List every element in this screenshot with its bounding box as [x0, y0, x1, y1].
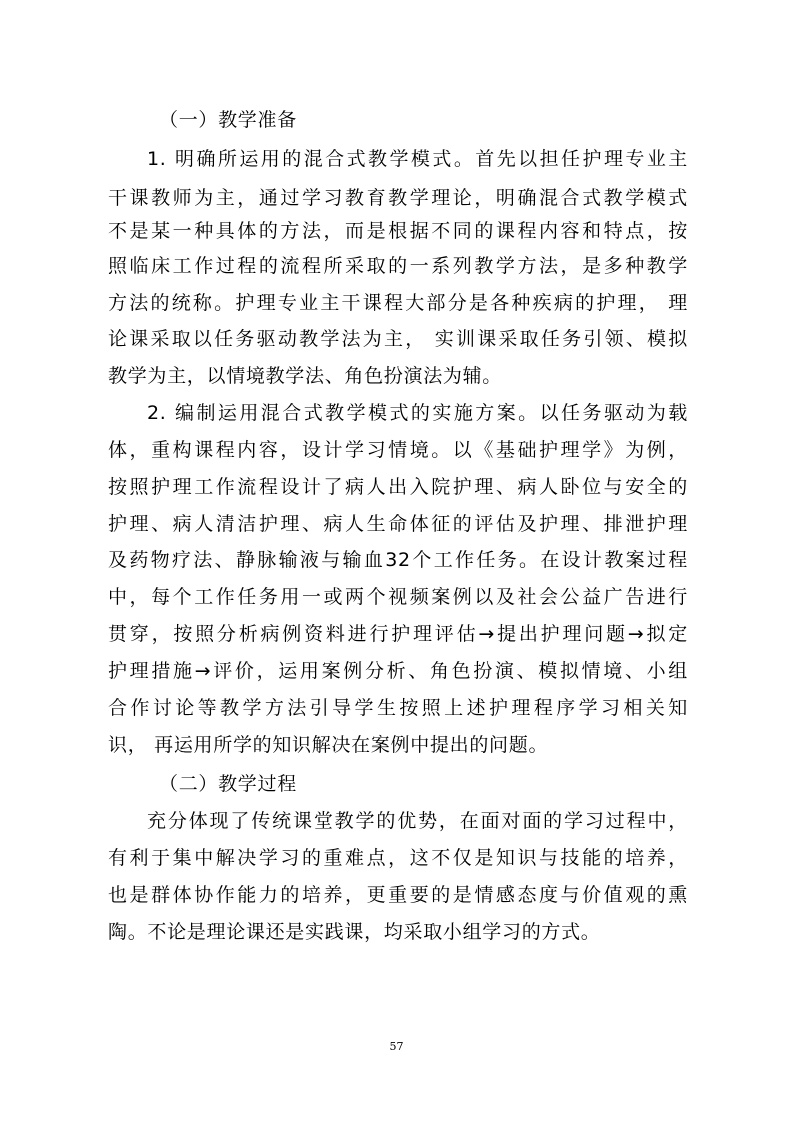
paragraph-line: 合作讨论等教学方法引导学生按照上述护理程序学习相关知 [108, 697, 688, 719]
paragraph-line: 2. 编制运用混合式教学模式的实施方案。以任务驱动为载 [147, 402, 688, 424]
paragraph-line: 教学为主，以情境教学法、角色扮演法为辅。 [108, 365, 503, 387]
paragraph-line: 体，重构课程内容，设计学习情境。以《基础护理学》为例， [108, 439, 688, 461]
paragraph-line: 论课采取以任务驱动教学法为主， 实训课采取任务引领、模拟 [108, 328, 688, 350]
paragraph-line: 贯穿，按照分析病例资料进行护理评估→提出护理问题→拟定 [108, 623, 688, 645]
section-heading-preparation: （一）教学准备 [159, 109, 297, 131]
section-heading-process: （二）教学过程 [159, 773, 297, 795]
paragraph-line: 护理、病人清洁护理、病人生命体征的评估及护理、排泄护理 [108, 513, 688, 535]
paragraph-line: 也是群体协作能力的培养，更重要的是情感态度与价值观的熏 [108, 884, 688, 906]
paragraph-line: 1. 明确所运用的混合式教学模式。首先以担任护理专业主 [147, 148, 688, 170]
paragraph-line: 陶。不论是理论课还是实践课，均采取小组学习的方式。 [108, 921, 601, 943]
paragraph-line: 干课教师为主，通过学习教育教学理论，明确混合式教学模式 [108, 187, 688, 209]
paragraph-line: 照临床工作过程的流程所采取的一系列教学方法，是多种教学 [108, 255, 688, 277]
page-number: 57 [389, 1040, 404, 1053]
paragraph-line: 有利于集中解决学习的重难点，这不仅是知识与技能的培养， [108, 847, 688, 869]
paragraph-line: 识， 再运用所学的知识解决在案例中提出的问题。 [108, 734, 549, 756]
paragraph-line: 及药物疗法、静脉输液与输血32个工作任务。在设计教案过程 [108, 549, 688, 571]
paragraph-line: 中，每个工作任务用一或两个视频案例以及社会公益广告进行 [108, 586, 688, 608]
paragraph-line: 按照护理工作流程设计了病人出入院护理、病人卧位与安全的 [108, 476, 688, 498]
paragraph-line: 充分体现了传统课堂教学的优势，在面对面的学习过程中， [147, 810, 688, 832]
paragraph-line: 不是某一种具体的方法，而是根据不同的课程内容和特点，按 [108, 220, 688, 242]
paragraph-line: 方法的统称。护理专业主干课程大部分是各种疾病的护理， 理 [108, 292, 688, 314]
paragraph-line: 护理措施→评价，运用案例分析、角色扮演、模拟情境、小组 [108, 660, 688, 682]
